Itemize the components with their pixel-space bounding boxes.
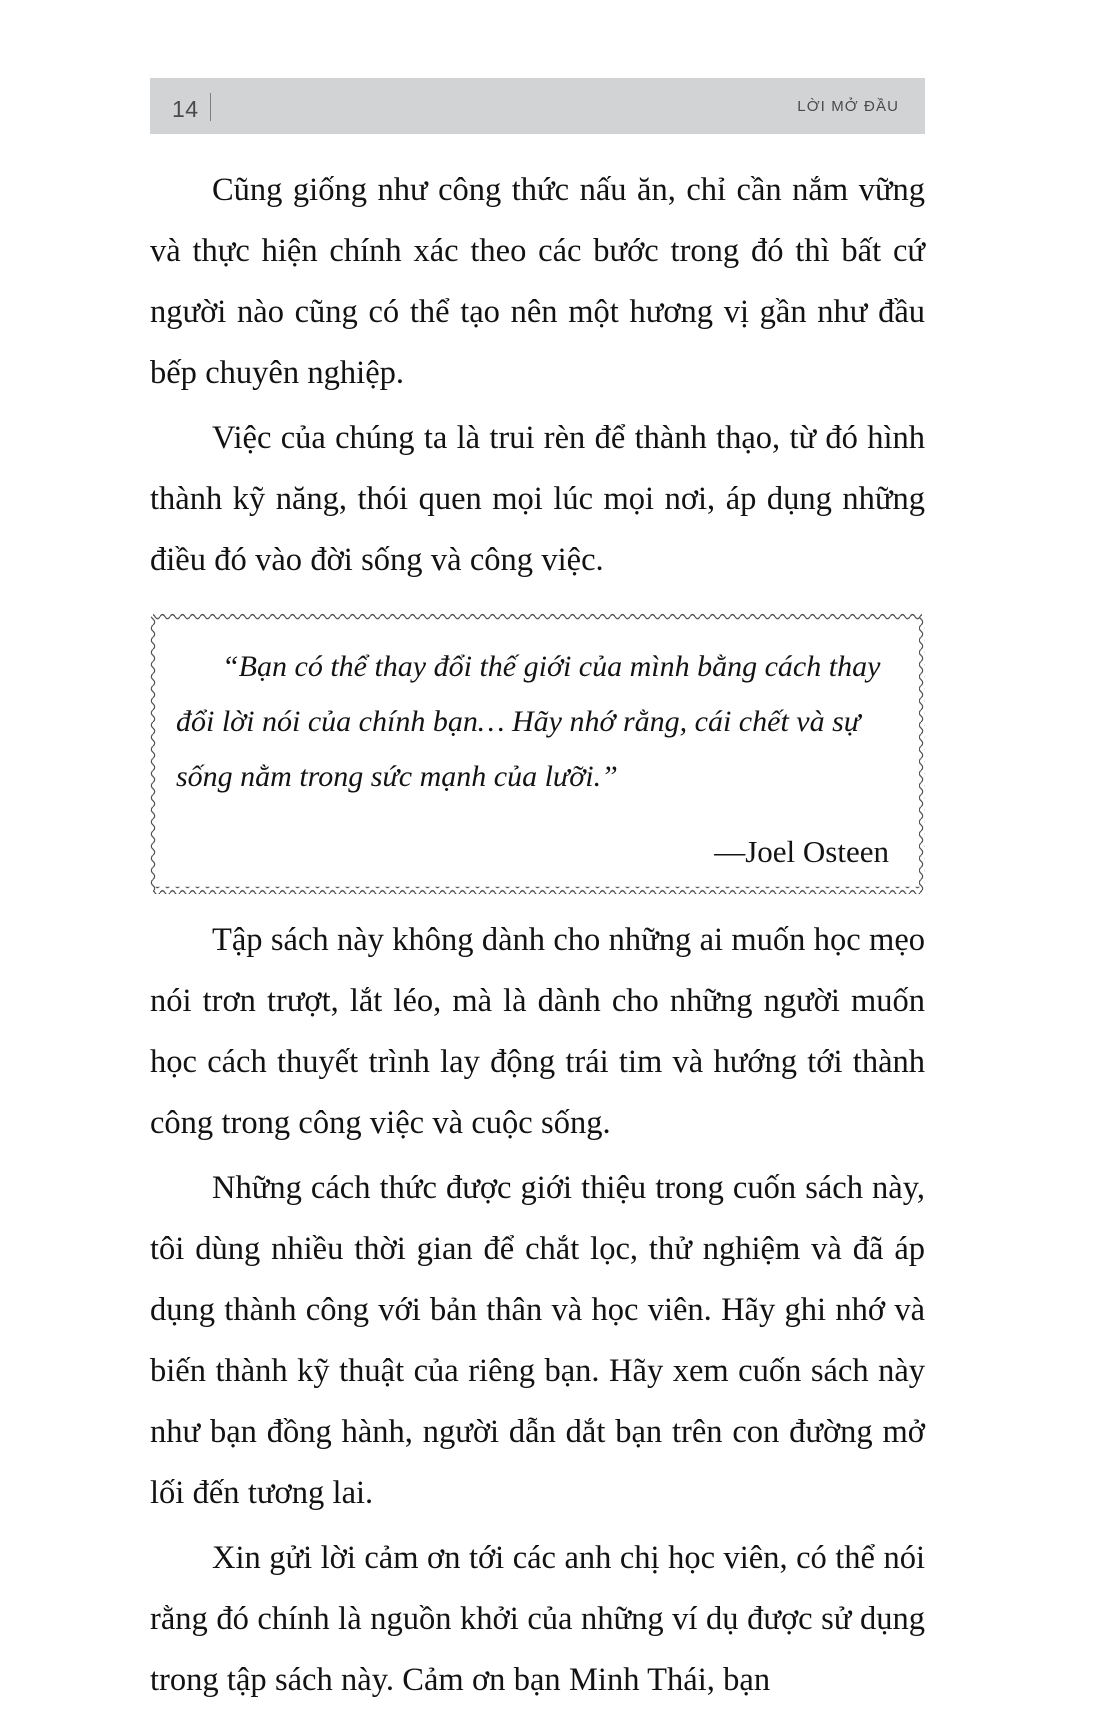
- running-header: [150, 78, 925, 134]
- folio-divider: [210, 93, 211, 121]
- paragraph-3: Tập sách này không dành cho những ai muốn học mẹo nói trơn trượt, lắt léo, mà là dành cho những người muốn học cách thuyết trình lay động trái tim và hướng tới thành công trong công việc và cuộc sống.: [150, 922, 925, 1141]
- paragraph-1: Cũng giống như công thức nấu ăn, chỉ cần nắm vững và thực hiện chính xác theo các bước trong đó thì bất cứ người nào cũng có thể tạo nên một hương vị gần như đầu bếp chuyên nghiệp.: [150, 172, 925, 391]
- page-number: 14: [172, 96, 199, 122]
- paragraph-4: Những cách thức được giới thiệu trong cuốn sách này, tôi dùng nhiều thời gian để chắt lọc, thử nghiệm và đã áp dụng thành công với bản thân và học viên. Hãy ghi nhớ và biến thành kỹ thuật của riêng bạn. Hãy xem cuốn sách này như bạn đồng hành, người dẫn dắt bạn trên con đường mở lối đến tương lai.: [150, 1170, 925, 1511]
- folio-group: [172, 89, 211, 123]
- pull-quote-box: [150, 613, 925, 894]
- pull-quote-text: “Bạn có thể thay đổi thế giới của mình bằng cách thay đổi lời nói của chính bạn… Hãy nhớ rằng, cái chết và sự sống nằm trong sức mạnh của lưỡi.”: [176, 650, 881, 793]
- paragraph-5: Xin gửi lời cảm ơn tới các anh chị học viên, có thể nói rằng đó chính là nguồn khởi của những ví dụ được sử dụng trong tập sách này. Cảm ơn bạn Minh Thái, bạn: [150, 1540, 925, 1698]
- body-content: [150, 160, 925, 1715]
- paragraph-2: Việc của chúng ta là trui rèn để thành thạo, từ đó hình thành kỹ năng, thói quen mọi lúc mọi nơi, áp dụng những điều đó vào đời sống và công việc.: [150, 420, 925, 578]
- running-title: LỜI MỞ ĐẦU: [797, 97, 899, 115]
- pull-quote-attribution: —Joel Osteen: [714, 834, 889, 869]
